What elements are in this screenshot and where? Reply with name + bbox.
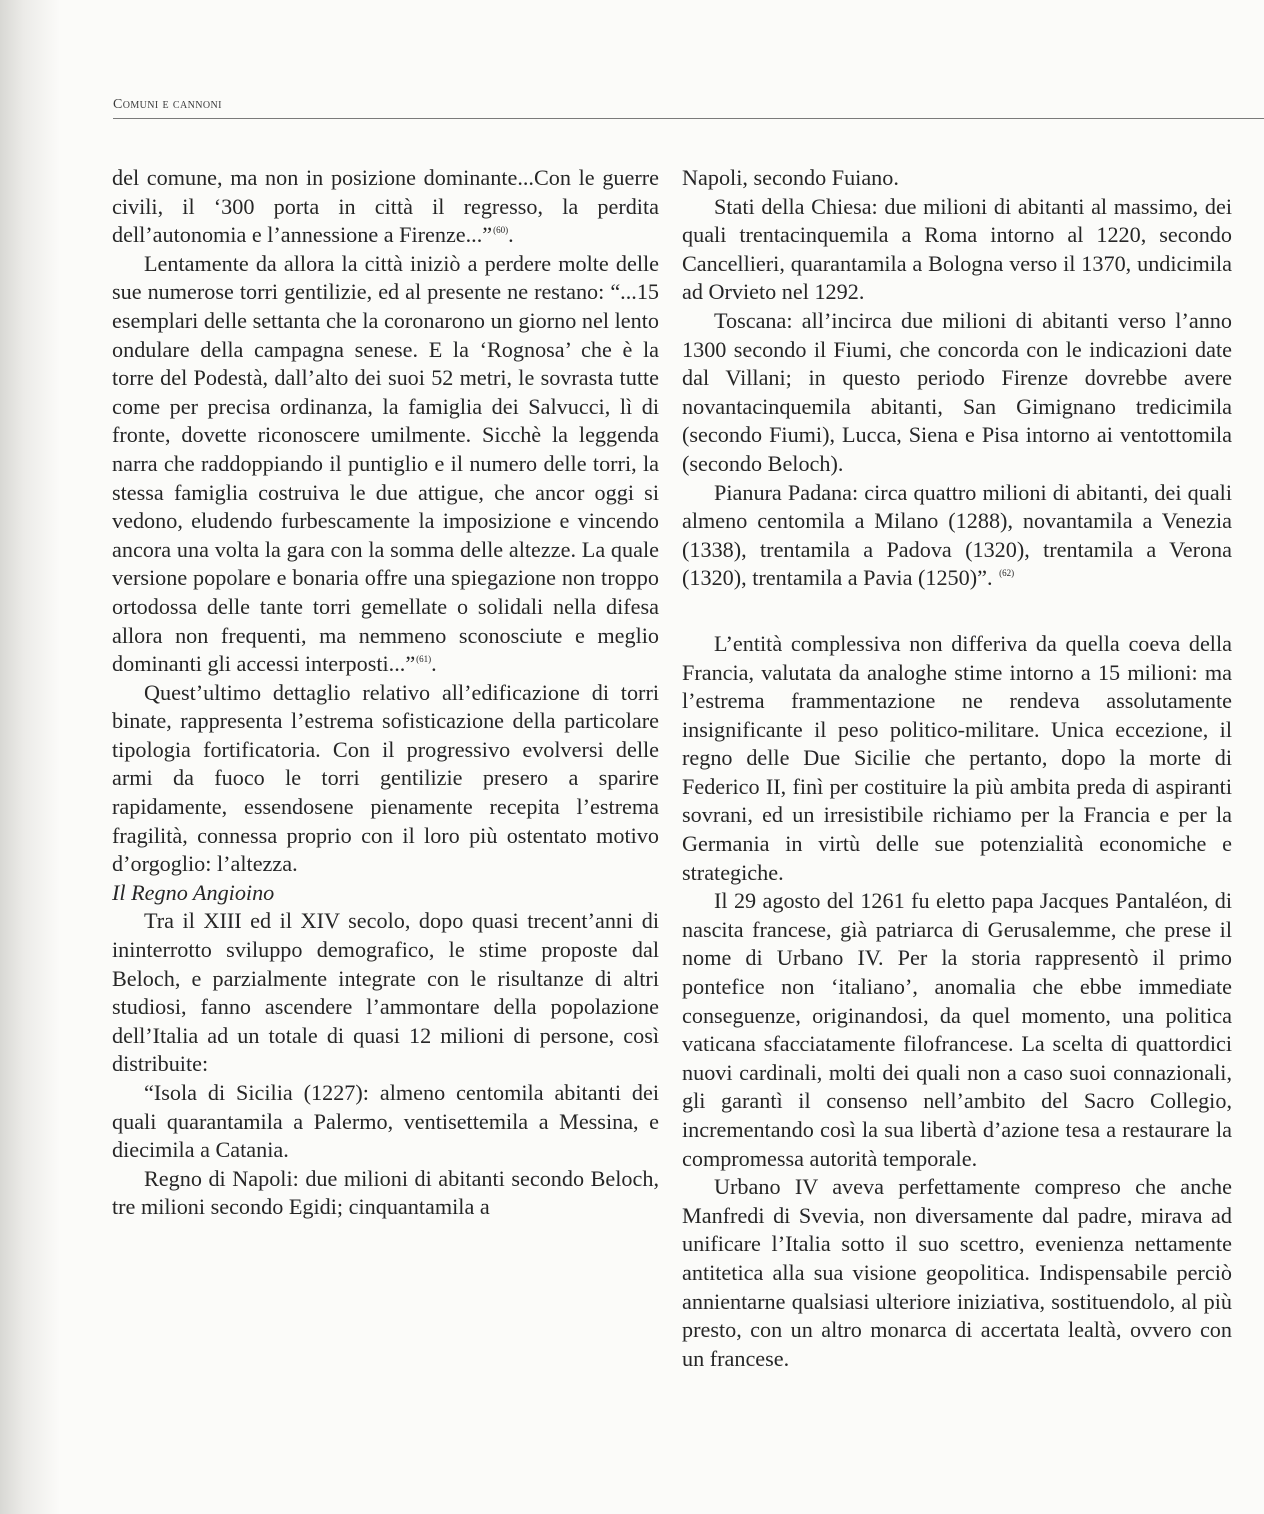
paragraph: Lentamente da allora la città iniziò a perdere molte delle sue numerose torri gentilizie, ed al presente ne restano: “...15 esemplari delle settanta che la coronarono un giorno nel lento ondulare della campagna senese. E la ‘Rognosa’ che è la torre del Podestà, dall’alto dei suoi 52 metri, le sovrasta tutte come per precisa ordinanza, la famiglia dei Salvucci, lì di fronte, dovette riconoscere umilmente. Sicchè la leggenda narra che raddoppiando il puntiglio e il numero delle torri, la stessa famiglia costruiva le due attigue, che ancor oggi si vedono, eludendo furbescamente la imposizione e vincendo ancora una volta la gara con la somma delle altezze. La quale versione popolare e bonaria offre una spiegazione non troppo ortodossa delle tante torri gemellate o solidali nella difesa allora non frequenti, ma nemmeno sconosciute e meglio dominanti gli accessi interposti...”$^{(61)}$.: [112, 250, 659, 677]
running-header: Comuni e cannoni: [113, 97, 222, 112]
paragraph: Quest’ultimo dettaglio relativo all’edificazione di torri binate, rappresenta l’estrema sofisticazione della particolare tipologia fortificatoria. Con il progressivo evolversi delle armi da fuoco le torri gentilizie presero a sparire rapidamente, essendosene pienamente recepita l’estrema fragilità, connessa proprio con il loro più ostentato motivo d’orgoglio: l’altezza.: [112, 679, 659, 877]
paragraph: L’entità complessiva non differiva da quella coeva della Francia, valutata da analoghe stime intorno a 15 milioni: ma l’estrema frammentazione ne rendeva assolutamente insignificante il peso politico-militare. Unica eccezione, il regno delle Due Sicilie che pertanto, dopo la morte di Federico II, finì per costituire la più ambita preda di aspiranti sovrani, ed un irresistibile richiamo per la Francia e per la Germania in virtù delle sue potenzialità economiche e strategiche.: [682, 630, 1232, 885]
paragraph: Napoli, secondo Fuiano.: [682, 165, 899, 190]
paragraph: Il 29 agosto del 1261 fu eletto papa Jacques Pantaléon, di nascita francese, già patriarca di Gerusalemme, che prese il nome di Urbano IV. Per la storia rappresentò il primo pontefice non ‘italiano’, anomalia che ebbe immediate conseguenze, originandosi, da quel momento, una politica vaticana sfacciatamente filofrancese. La scelta di quattordici nuovi cardinali, molti dei quali non a caso suoi connazionali, gli garantì il consenso nell’ambito del Sacro Collegio, incrementando così la sua libertà d’azione tesa a restaurare la compromessa autorità temporale.: [682, 888, 1232, 1171]
right-column: [682, 164, 1232, 1373]
section-heading: Il Regno Angioino: [112, 879, 275, 905]
paragraph: Pianura Padana: circa quattro milioni di abitanti, dei quali almeno centomila a Milano (1288), novantamila a Venezia (1338), trentamila a Padova (1320), trentamila a Verona (1320), trentamila a Pavia (1250)”. $^{(62)}$: [682, 479, 1232, 591]
paragraph: Toscana: all’incirca due milioni di abitanti verso l’anno 1300 secondo il Fiumi, che concorda con le indicazioni date dal Villani; in questo periodo Firenze dovrebbe avere novantacinquemila abitanti, San Gimignano tredicimila (secondo Fiumi), Lucca, Siena e Pisa intorno ai ventottomila (secondo Beloch).: [682, 307, 1232, 476]
paragraph: del comune, ma non in posizione dominante...Con le guerre civili, il ‘300 porta in città il regresso, la perdita dell’autonomia e l’annessione a Firenze...”$^{(60)}$.: [112, 165, 659, 248]
paragraph: Urbano IV aveva perfettamente compreso che anche Manfredi di Svevia, non diversamente dal padre, mirava ad unificare l’Italia sotto il suo scettro, evenienza nettamente antitetica alla sua visione geopolitica. Indispensabile perciò annientarne qualsiasi ulteriore iniziativa, sostituendolo, al più presto, con un altro monarca di accertata lealtà, ovvero con un francese.: [682, 1174, 1232, 1371]
paragraph: Tra il XIII ed il XIV secolo, dopo quasi trecent’anni di ininterrotto sviluppo demografico, le stime proposte dal Beloch, e parzialmente integrate con le risultanze di altri studiosi, fanno ascendere l’ammontare della popolazione dell’Italia ad un totale di quasi 12 milioni di persone, così distribuite:: [112, 908, 659, 1077]
paragraph: Stati della Chiesa: due milioni di abitanti al massimo, dei quali trentacinquemila a Roma intorno al 1220, secondo Cancellieri, quarantamila a Bologna verso il 1370, undicimila ad Orvieto nel 1292.: [682, 193, 1232, 305]
paragraph: “Isola di Sicilia (1227): almeno centomila abitanti dei quali quarantamila a Palermo, ventisettemila a Messina, e diecimila a Catania.: [112, 1080, 659, 1163]
footnote-ref[interactable]: (61): [416, 654, 432, 665]
footnote-ref[interactable]: (62): [999, 568, 1015, 579]
page-gutter-shadow: [0, 0, 60, 1514]
left-column: [112, 164, 659, 1222]
footnote-ref[interactable]: (60): [493, 225, 509, 236]
paragraph: Regno di Napoli: due milioni di abitanti secondo Beloch, tre milioni secondo Egidi; cinquantamila a: [112, 1165, 659, 1220]
header-rule: [113, 118, 1264, 119]
